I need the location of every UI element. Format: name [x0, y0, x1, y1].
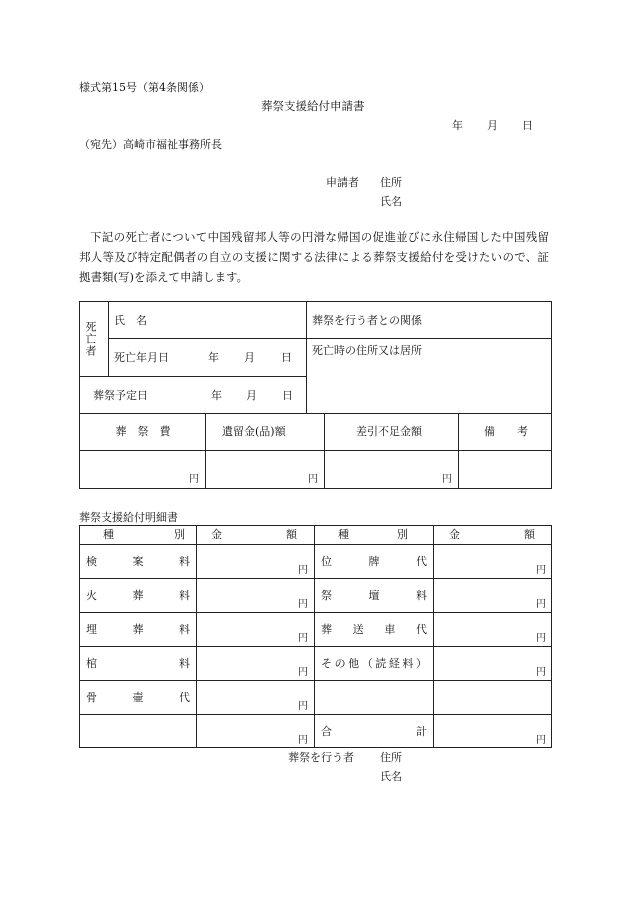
- cost-header-shortfall: 差引不足金額: [356, 425, 422, 438]
- cost-yen-remaining: 円: [308, 474, 318, 485]
- applicant-address-label: 住所: [380, 176, 402, 189]
- detail-item-hitsugi: 棺料: [86, 657, 190, 670]
- detail-yen: 円: [298, 599, 308, 610]
- deceased-name-label: 氏 名: [114, 314, 147, 327]
- organizer-name-label: 氏名: [380, 770, 402, 783]
- death-date-day: 日: [281, 351, 292, 364]
- detail-header-amount-left: 金額: [211, 528, 297, 541]
- detail-header-type-right: 種別: [338, 528, 408, 541]
- date-year-label: 年: [452, 119, 463, 132]
- death-date-label: 死亡年月日: [114, 351, 169, 364]
- detail-title: 葬祭支援給付明細書: [79, 511, 178, 524]
- organizer-address-label: 住所: [380, 751, 402, 764]
- detail-yen: 円: [298, 667, 308, 678]
- detail-yen: 円: [298, 633, 308, 644]
- detail-header-type-left: 種別: [103, 528, 185, 541]
- form-number: 様式第15号（第4条関係）: [79, 81, 210, 94]
- funeral-date-label: 葬祭予定日: [93, 389, 148, 402]
- detail-yen: 円: [298, 735, 308, 746]
- date-day-label: 日: [522, 119, 533, 132]
- detail-header-amount-right: 金額: [449, 528, 535, 541]
- cost-yen-shortfall: 円: [442, 474, 452, 485]
- detail-item-maiso: 埋葬料: [86, 623, 190, 636]
- detail-yen: 円: [536, 599, 546, 610]
- deceased-side-label: 死亡者: [84, 321, 97, 357]
- cost-yen-funeral: 円: [189, 474, 199, 485]
- date-month-label: 月: [487, 119, 498, 132]
- death-address-label: 死亡時の住所又は居所: [312, 344, 422, 357]
- addressee: （宛先）高崎市福祉事務所長: [79, 138, 222, 151]
- applicant-label: 申請者: [326, 176, 359, 189]
- cost-header-remaining: 遺留金(品)額: [222, 425, 286, 438]
- detail-item-ihai: 位牌代: [321, 555, 427, 568]
- funeral-date-month: 月: [246, 389, 257, 402]
- detail-item-saidan: 祭壇料: [321, 589, 427, 602]
- detail-item-kotsutsubo: 骨壷代: [86, 691, 190, 704]
- detail-yen: 円: [536, 667, 546, 678]
- detail-yen: 円: [298, 565, 308, 576]
- detail-total-label: 合計: [321, 725, 427, 738]
- detail-yen: 円: [536, 633, 546, 644]
- application-statement: 下記の死亡者について中国残留邦人等の円滑な帰国の促進並びに永住帰国した中国残留邦人等及び特定配偶者の自立の支援に関する法律による葬祭支援給付を受けたいので、証拠書類(写)を添えて申請します。: [79, 230, 549, 284]
- cost-header-remarks: 備 考: [484, 425, 528, 438]
- detail-yen-total: 円: [536, 735, 546, 746]
- funeral-date-day: 日: [282, 389, 293, 402]
- detail-item-kenan: 検案料: [86, 555, 190, 568]
- detail-yen: 円: [298, 701, 308, 712]
- relation-label: 葬祭を行う者との関係: [312, 314, 422, 327]
- organizer-label: 葬祭を行う者: [288, 751, 354, 764]
- funeral-date-year: 年: [211, 389, 222, 402]
- death-date-year: 年: [208, 351, 219, 364]
- death-date-month: 月: [244, 351, 255, 364]
- detail-item-kaso: 火葬料: [86, 589, 190, 602]
- form-title: 葬祭支援給付申請書: [261, 99, 365, 113]
- detail-item-sosousha: 葬送車代: [321, 623, 427, 636]
- applicant-name-label: 氏名: [380, 195, 402, 208]
- detail-item-other: その他（読経料）: [321, 657, 427, 670]
- detail-yen: 円: [536, 565, 546, 576]
- cost-header-funeral: 葬 祭 費: [115, 425, 171, 438]
